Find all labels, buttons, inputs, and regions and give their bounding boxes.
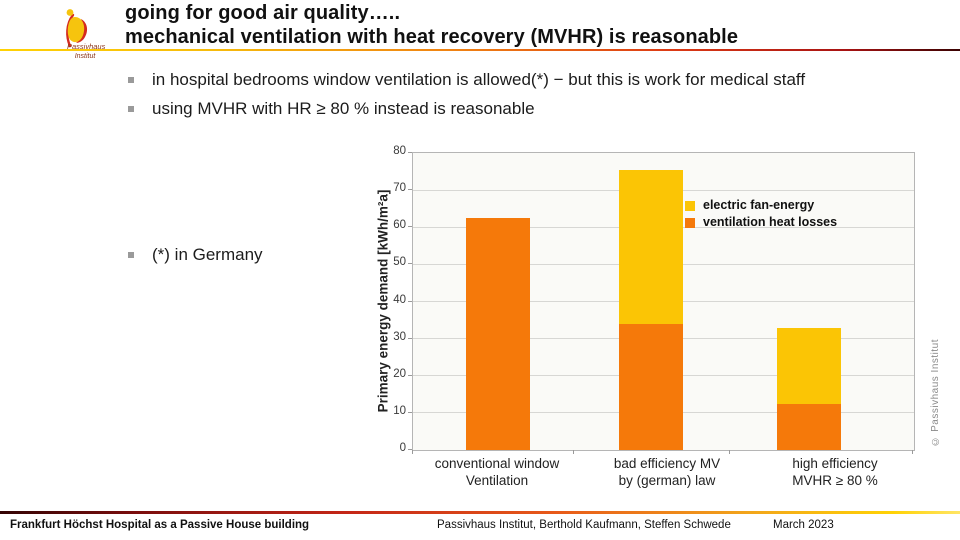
y-tick-label: 40: [393, 293, 406, 306]
footnote-bullet: [128, 245, 263, 265]
legend-swatch: [685, 218, 695, 228]
y-tick-mark: [408, 152, 412, 153]
legend-item: electric fan-energy: [685, 198, 837, 215]
y-tick-label: 50: [393, 256, 406, 269]
y-tick-mark: [408, 338, 412, 339]
category-label: conventional window Ventilation: [434, 456, 560, 488]
logo-text-institut: Institut: [74, 53, 96, 60]
bullet-item: [128, 99, 805, 128]
y-tick-label: 70: [393, 182, 406, 195]
energy-demand-chart: [372, 145, 941, 498]
bullet-square-icon: [128, 252, 134, 258]
plot-area: [412, 152, 941, 451]
bullet-list: [128, 70, 805, 128]
chart-legend: [685, 198, 837, 232]
y-tick-mark: [408, 412, 412, 413]
y-tick-label: 0: [399, 442, 406, 454]
y-tick-mark: [408, 301, 412, 302]
slide-title: [125, 1, 738, 49]
y-axis-title: Primary energy demand [kWh/m²a]: [375, 189, 391, 413]
x-tick-mark: [573, 450, 574, 454]
footer-authors: Passivhaus Institut, Berthold Kaufmann, Steffen Schwede: [437, 519, 731, 531]
footer-gradient-rule: [0, 511, 960, 514]
category-label: bad efficiency MV by (german) law: [613, 456, 721, 488]
category-label: high efficiency MVHR ≥ 80 %: [792, 456, 878, 488]
x-tick-mark: [729, 450, 730, 454]
bullet-item: [128, 70, 805, 99]
x-tick-mark: [912, 450, 913, 454]
y-tick-mark: [408, 189, 412, 190]
footer-date: March 2023: [773, 519, 834, 531]
bar-segment-ventilation-heat-losses: [466, 218, 530, 450]
header-gradient-rule: [0, 49, 960, 51]
y-tick-mark: [408, 226, 412, 227]
slide-title-line1: going for good air quality…..: [125, 2, 401, 24]
bullet-square-icon: [128, 77, 134, 83]
y-tick-label: 20: [393, 367, 406, 380]
bar-segment-electric-fan-energy: [777, 328, 841, 404]
bullet-square-icon: [128, 106, 134, 112]
x-tick-mark: [412, 450, 413, 454]
y-tick-label: 10: [393, 404, 406, 417]
footer-title: Frankfurt Höchst Hospital as a Passive House building: [10, 519, 310, 531]
bar-segment-ventilation-heat-losses: [619, 324, 683, 450]
y-tick-mark: [408, 375, 412, 376]
bar-segment-ventilation-heat-losses: [777, 404, 841, 450]
legend-swatch: [685, 201, 695, 211]
slide-title-line2: mechanical ventilation with heat recovery (MVHR) is reasonable: [125, 26, 739, 48]
y-tick-label: 80: [393, 145, 406, 157]
y-tick-label: 60: [393, 219, 406, 232]
y-tick-mark: [408, 263, 412, 264]
bar-segment-electric-fan-energy: [619, 170, 683, 324]
bullet-text: in hospital bedrooms window ventilation is allowed(*) − but this is work for medical staff: [152, 70, 806, 89]
copyright-watermark: © Passivhaus Institut: [930, 339, 941, 447]
passivhaus-logo: [45, 6, 125, 70]
bullet-text: using MVHR with HR ≥ 80 % instead is reasonable: [152, 99, 535, 118]
logo-text-passivhaus: Passivhaus: [67, 42, 106, 51]
legend-item: ventilation heat losses: [685, 215, 837, 232]
footnote-text: (*) in Germany: [152, 245, 263, 264]
y-tick-label: 30: [393, 330, 406, 343]
